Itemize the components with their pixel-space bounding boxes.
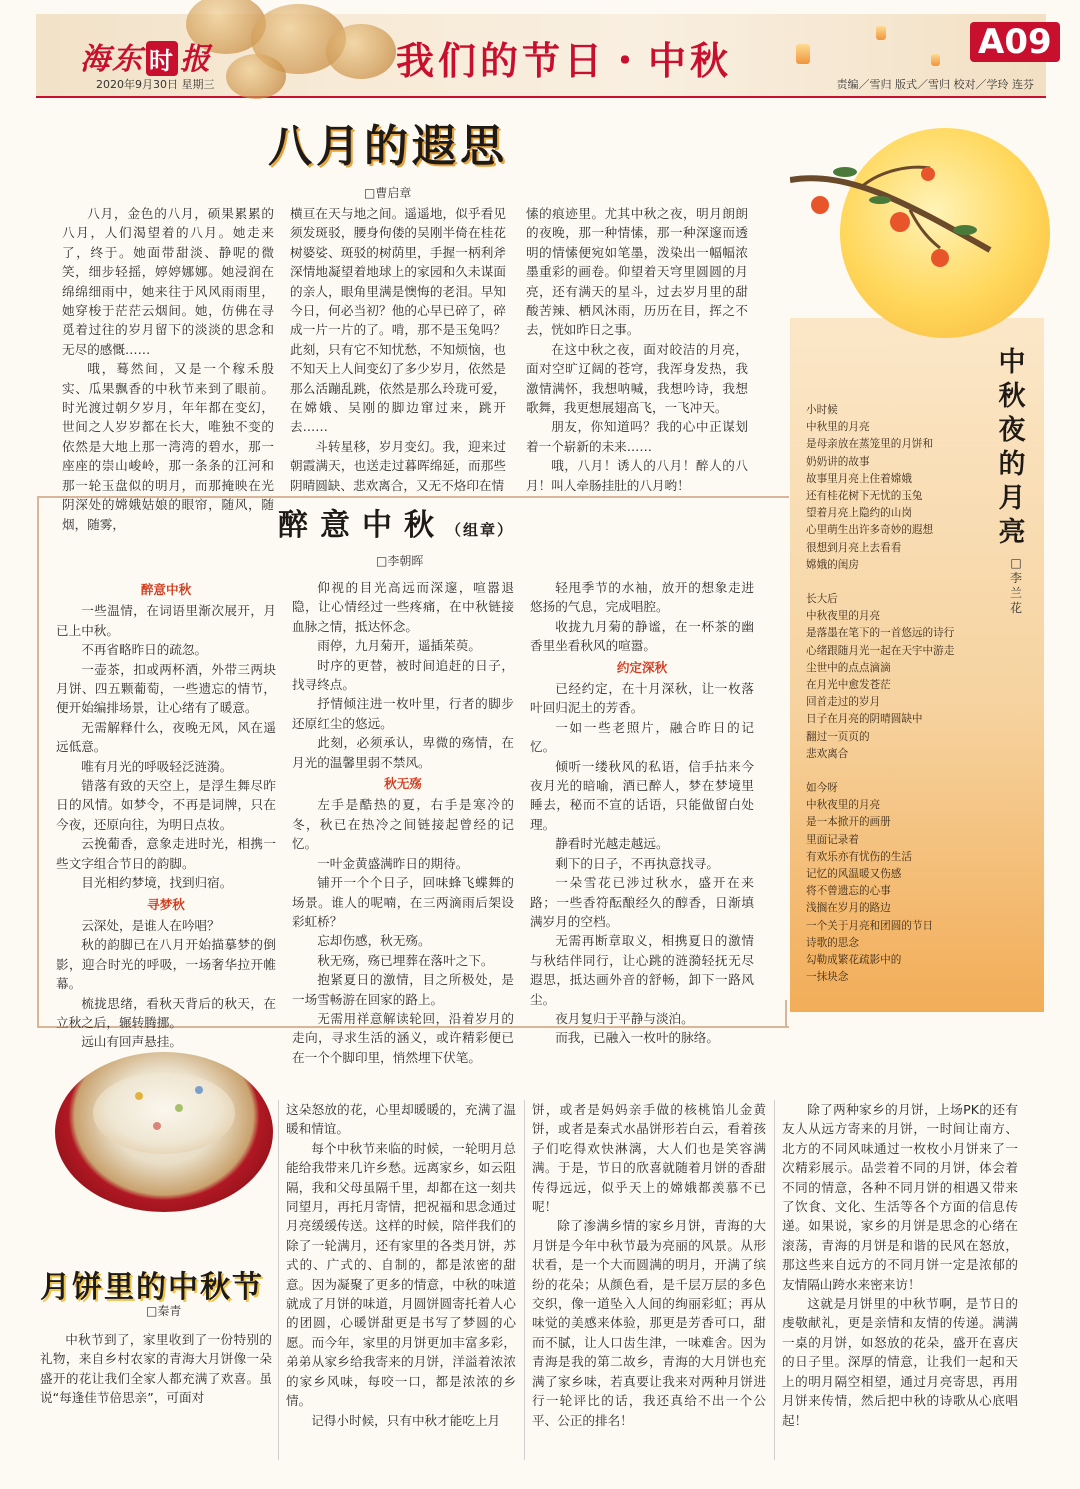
column-divider — [774, 1100, 775, 1460]
paragraph: 一朵雪花已涉过秋水，盛开在来路；一些香符酝酿经久的醇香，日渐填满岁月的空档。 — [530, 875, 754, 929]
article-title: 醉意中秋（组章） — [278, 508, 515, 543]
column-title: 我们的节日・中秋 — [396, 39, 733, 83]
paragraph: 一叶金黄盛满昨日的期待。 — [317, 855, 469, 871]
paragraph: 哦，八月！诱人的八月！醉人的八月！叫人牵肠挂肚的八月哟！ — [526, 458, 748, 493]
poem-line: 还有桂花树下无忧的玉兔 — [806, 490, 923, 503]
paragraph: 在这中秋之夜，面对皎洁的月亮，面对空旷辽阔的苍穹，我浑身发热，我激情满怀，我想呐喊，我想吟诗，我想歌舞，我更想展翅高飞，一飞冲天。 — [526, 341, 748, 416]
paragraph: 梳拢思绪，看秋天背后的秋天，在立秋之后，辗转腾挪。 — [56, 995, 276, 1030]
poem-line: 很想到月亮上去看看 — [806, 541, 902, 554]
stanza-break — [806, 574, 996, 591]
paragraph: 铺开一个个日子，回味蜂飞蝶舞的场景。谁人的呢喃，在三两滴雨后架设彩虹桥？ — [292, 875, 514, 929]
poem-title: 中秋夜的月亮 — [998, 347, 1026, 548]
poem-line: 回首走过的岁月 — [806, 696, 881, 709]
paragraph: 除了渗满乡情的家乡月饼，青海的大月饼是今年中秋节最为亮丽的风景。从形状看，是一个大而圆满的明月，开满了缤纷的花朵；从颜色看，是千层万层的多色交织，像一道坠入人间的绚丽彩虹；再从味觉的美感来体验，那更是芳香可口，甜而不腻，让人口齿生津，一味难舍。因为青海是我的第二故乡，青海的大月饼也充满了家乡味，若真要让我来对两种月饼进行一轮评比的话，我还真给不出一个公平、公正的排名！ — [532, 1218, 766, 1428]
poem-line: 嫦娥的闺房 — [806, 558, 859, 571]
paragraph: 抒情倾注进一枚叶里，行者的脚步还原红尘的悠远。 — [292, 696, 514, 731]
poem-line: 里面记录着 — [806, 833, 859, 846]
article-column — [56, 578, 276, 1052]
paragraph: 不再省略昨日的疏忽。 — [81, 642, 208, 658]
paragraph: 云挽葡香，意象走进时光，相携一些文字组合节日的韵脚。 — [56, 836, 276, 871]
article-column — [62, 204, 274, 534]
article-byline: □秦青 — [146, 1304, 182, 1318]
paragraph: 无需解释什么，夜晚无风，风在遥远低意。 — [56, 719, 276, 755]
lantern-icon — [796, 44, 810, 64]
poem-line: 勾勒成繁花疏影中的 — [806, 954, 902, 967]
poem-line: 小时候 — [806, 404, 838, 416]
section-subheading: 醉意中秋 — [140, 582, 192, 597]
paragraph: 这就是月饼里的中秋节啊，是节日的虔敬献礼，更是亲情和友情的传递。满满一桌的月饼，如怒放的花朵，盛开在喜庆的日子里。深厚的情意，让我们一起和天上的明月隔空相望，通过月亮寄思，再用月饼来传情，然后把中秋的诗歌从心底唱起！ — [782, 1296, 1018, 1428]
paragraph: 忘却伤感，秋无殇。 — [317, 933, 431, 949]
paragraph: 一壶茶，扣或两杯酒，外带三两块月饼、四五颗葡萄，一些遗忘的情节，便开始编排场景，让心绪有了暖意。 — [56, 661, 276, 716]
article-column — [290, 204, 506, 495]
poem-line: 如今呀 — [806, 782, 838, 795]
poem-line: 日子在月亮的阴晴圆缺中 — [806, 713, 923, 726]
paragraph: 雨停，九月菊开，遥插茱萸。 — [317, 638, 481, 654]
paragraph: 目光相约梦境，找到归宿。 — [81, 875, 233, 891]
paragraph: 饼，或者是妈妈亲手做的核桃馅儿金黄饼，或者是秦式水晶饼形若白云，看着孩子们吃得欢快淋漓，大人们也是笑容满满。于是，节日的欣喜就随着月饼的香甜传得远远，似乎天上的嫦娥都羡慕不已呢！ — [532, 1102, 766, 1215]
branch-with-persimmons-image — [790, 150, 1030, 270]
poem-line: 将不曾遗忘的心事 — [806, 885, 891, 898]
poem-line: 心绪跟随月光一起在天宇中游走 — [806, 644, 955, 657]
mooncake-photo — [55, 1052, 273, 1212]
newspaper-logo: 海东 时 报 — [80, 42, 212, 77]
article-column — [526, 204, 748, 495]
paragraph: 已经约定，在十月深秋，让一枚落叶回归泥土的芳香。 — [530, 681, 754, 716]
article-byline: □李朝晖 — [376, 554, 424, 568]
article-column — [40, 1330, 272, 1408]
paragraph: 斗转星移，岁月变幻。我，迎来过朝霞满天，也送走过暮晖绵延，而那些阴晴圆缺、悲欢离合，又无不烙印在情 — [290, 438, 506, 493]
paragraph: 轻甩季节的水袖，放开的想象走进悠扬的气息，完成唱腔。 — [530, 580, 754, 615]
paragraph: 秋无殇，殇已埋葬在落叶之下。 — [317, 952, 494, 968]
frame-edge — [785, 1000, 787, 1026]
paragraph: 每个中秋节来临的时候，一轮明月总能给我带来几许乡愁。远离家乡，如云阻隔，我和父母虽隔千里，却都在这一刻共同望月，再托月寄情，把祝福和思念通过月亮缓缓传送。这样的时候，陪伴我们的除了一轮满月，还有家里的各类月饼，苏式的、广式的、自制的，都是浓密的甜意。因为凝聚了更多的情意，中秋的味道就成了月饼的味道，月圆饼圆寄托着人心的团圆，心暖饼甜更是书写了梦圆的心愿。而今年，家里的月饼更加丰富多彩，弟弟从家乡给我寄来的月饼，洋溢着浓浓的家乡风味，每咬一口，都是浓浓的乡情。 — [286, 1140, 516, 1409]
paragraph: 抱紧夏日的激情，目之所极处，是一场雪畅游在回家的路上。 — [292, 972, 514, 1007]
paragraph: 秋的韵脚已在八月开始描摹梦的倒影，迎合时光的呼吸，一场奢华拉开帷幕。 — [56, 937, 276, 992]
article-column — [782, 1100, 1018, 1430]
paragraph: 时序的更替，被时间追赶的日子，找寻终点。 — [292, 657, 514, 693]
poem-line: 是落墨在笔下的一首悠远的诗行 — [806, 627, 955, 640]
poem-text — [806, 402, 996, 987]
paragraph: 除了两种家乡的月饼，上场PK的还有友人从远方寄来的月饼，一时间让南方、北方的不同风味通过一枚枚小月饼来了一次精彩展示。品尝着不同的月饼，体会着不同的情意，各种不同月饼的相遇又带来了饮食、文化、生活等各个方面的信息传递。如果说，家乡的月饼是思念的心绪在滚荡，青海的月饼是和谐的民风在怒放，那这些来自远方的不同月饼一定是浓郁的友情隔山跨水来密来访！ — [782, 1102, 1018, 1292]
paragraph: 一些温情，在词语里渐次展开，月已上中秋。 — [56, 603, 276, 638]
poem-line: 记忆的风温暖又伤感 — [806, 868, 902, 881]
paragraph: 哦，蓦然间，又是一个稼禾殷实、瓜果飘香的中秋节来到了眼前。时光渡过朝夕岁月，年年都在变幻，世间之人岁岁都在长大，唯独不变的依然是大地上那一湾湾的碧水，那一座座的崇山峻岭，那一条条的江河和那一轮玉盘似的明月，而那掩映在光阴深处的嫦娥姑娘的眼帘，随风，随烟，随雾， — [62, 361, 274, 532]
paragraph: 无需再断章取义，相携夏日的激情与秋结伴同行，让心跳的涟漪轻抚无尽遐思，抵达画外音的舒畅，卸下一路风尘。 — [530, 933, 754, 1007]
poem-line: 中秋夜里的月亮 — [806, 799, 881, 812]
page-header — [36, 14, 1052, 98]
paragraph: 这朵怒放的花，心里却暖暖的，充满了温暖和情谊。 — [286, 1102, 516, 1137]
stanza-break — [806, 763, 996, 780]
article-title: 八月的遐思 — [268, 121, 508, 172]
paragraph: 剩下的日子，不再执意找寻。 — [555, 855, 719, 871]
poem-line: 一个关于月亮和团圆的节日 — [806, 919, 934, 932]
poem-line: 长大后 — [806, 593, 838, 606]
paragraph: 收拢九月菊的静谧，在一杯茶的幽香里坐看秋风的喧嚣。 — [530, 618, 754, 654]
poem-line: 一抹块念 — [806, 971, 849, 984]
paragraph: 静看时光越走越远。 — [555, 836, 669, 852]
article-column — [532, 1100, 766, 1430]
paragraph: 横亘在天与地之间。遥遥地，似乎看见须发斑驳，腰身佝偻的吴刚半倚在桂花树婆娑、斑驳的树荫里，手握一柄利斧深情地凝望着地球上的家园和久未谋面的亲人，眼角里满是懊悔的老泪。早知今日，何必当初？他的心早已碎了，碎成一片一片的了。啃，那不是玉兔吗？此刻，只有它不知忧愁，不知烦恼，也不知天上人间变幻了多少岁月，依然是那么活蹦乱跳，依然是那么玲珑可爱，在嫦娥、吴刚的脚边窜过来，跳开去…… — [290, 206, 506, 435]
article-byline: □曹启章 — [364, 186, 412, 200]
paragraph: 八月，金色的八月，硕果累累的八月，人们渴望着的八月。她走来了，终于。她面带甜淡、静呢的微笑，细步轻摇，婷婷娜娜。她浸润在绵绵细雨中，她来往于风风雨雨里，她穿梭于茫茫云烟间。她，仿佛在寻觅着过往的岁月留下的淡淡的思念和无尽的感慨…… — [62, 206, 274, 357]
poem-line: 是一本掀开的画册 — [806, 816, 891, 829]
column-divider — [278, 1100, 279, 1460]
poem-line: 心里萌生出许多奇妙的遐想 — [806, 524, 934, 537]
poem-line: 在月光中愈发苍茫 — [806, 679, 891, 692]
lantern-icon — [876, 26, 886, 40]
section-subheading: 寻梦秋 — [147, 896, 185, 912]
paragraph: 远山有回声悬挂。 — [81, 1034, 182, 1050]
poem-line: 中秋里的月亮 — [806, 421, 870, 434]
article-column — [530, 578, 754, 1048]
lantern-icon — [931, 54, 940, 66]
article-column — [292, 578, 514, 1067]
paragraph: 唯有月光的呼吸轻泛涟漪。 — [81, 758, 233, 774]
poem-line: 故事里月亮上住着嫦娥 — [806, 472, 912, 485]
paragraph: 倾听一缕秋风的私语，信手拈来今夜月光的暗喻，酒已醉人，梦在梦境里睡去，秘而不宣的话语，只能做留白处理。 — [530, 758, 754, 832]
paragraph: 云深处，是谁人在吟唱？ — [81, 917, 220, 933]
poem-line: 中秋夜里的月亮 — [806, 610, 881, 623]
issue-date: 2020年9月30日 星期三 — [96, 78, 215, 91]
poem-line: 悲欢离合 — [806, 747, 849, 760]
article-column — [286, 1100, 516, 1430]
paragraph: 朋友，你知道吗？我的心中正谋划着一个崭新的未来…… — [526, 419, 748, 454]
column-divider — [524, 1100, 525, 1460]
poem-line: 翻过一页页的 — [806, 730, 870, 743]
poem-byline: □李兰花 — [1009, 556, 1022, 615]
poem-line: 浅搁在岁月的路边 — [806, 902, 891, 915]
poem-line: 诗歌的思念 — [806, 936, 859, 949]
section-subheading: 秋无殇 — [384, 776, 422, 792]
poem-line: 是母亲放在蒸笼里的月饼和 — [806, 438, 934, 451]
paragraph: 左手是酷热的夏，右手是寒冷的冬，秋已在热冷之间链接起曾经的记忆。 — [292, 797, 514, 852]
editor-credits: 责编／雪归 版式／雪归 校对／学玲 连芬 — [836, 78, 1034, 91]
paragraph: 无需用祥意解读轮回，沿着岁月的走向，寻求生活的涵义，或许精彩便已在一个个脚印里，悄然埋下伏笔。 — [292, 1010, 514, 1065]
poem-line: 奶奶讲的故事 — [806, 455, 870, 468]
section-subheading: 约定深秋 — [616, 659, 668, 675]
article-title: 月饼里的中秋节 — [40, 1270, 264, 1305]
paragraph: 中秋节到了，家里收到了一份特别的礼物，来自乡村农家的青海大月饼像一朵盛开的花让我们全家人都充满了欢喜。虽说“每逢佳节倍思亲”，可面对 — [40, 1332, 272, 1406]
poem-line: 有欢乐亦有忧伤的生活 — [806, 850, 912, 863]
page-number: A09 — [970, 22, 1060, 62]
paragraph: 仰视的目光高远而深邃，喧嚣退隐，让心情经过一些疼痛，在中秋链接血脉之情，抵达怀念。 — [292, 580, 514, 634]
paragraph: 记得小时候，只有中秋才能吃上月 — [311, 1412, 501, 1428]
poem-line: 尘世中的点点滴滴 — [806, 661, 891, 674]
paragraph: 夜月复归于平静与淡泊。 — [555, 1010, 694, 1026]
paragraph: 愫的痕迹里。尤其中秋之夜，明月朗朗的夜晚，那一种情愫，那一种深邃而透明的情愫便宛如笔墨，泼染出一幅幅浓墨重彩的画卷。仰望着天穹里圆圆的月亮，还有满天的星斗，过去岁月里的甜酸苦辣、栖风沐雨，历历在目，挥之不去，恍如昨日之事。 — [526, 206, 748, 338]
paragraph: 错落有致的天空上，是浮生舞尽昨日的风情。如梦令，不再是词牌，只在今夜，还原向往，为明日点妆。 — [56, 778, 276, 832]
paragraph: 一如一些老照片，融合昨日的记忆。 — [530, 719, 754, 755]
paragraph: 此刻，必须承认，卑微的殇情，在月光的温馨里弱不禁风。 — [292, 735, 514, 770]
poem-line: 望着月亮上隐约的山岗 — [806, 507, 912, 520]
paragraph: 而我，已融入一枚叶的脉络。 — [555, 1030, 719, 1046]
